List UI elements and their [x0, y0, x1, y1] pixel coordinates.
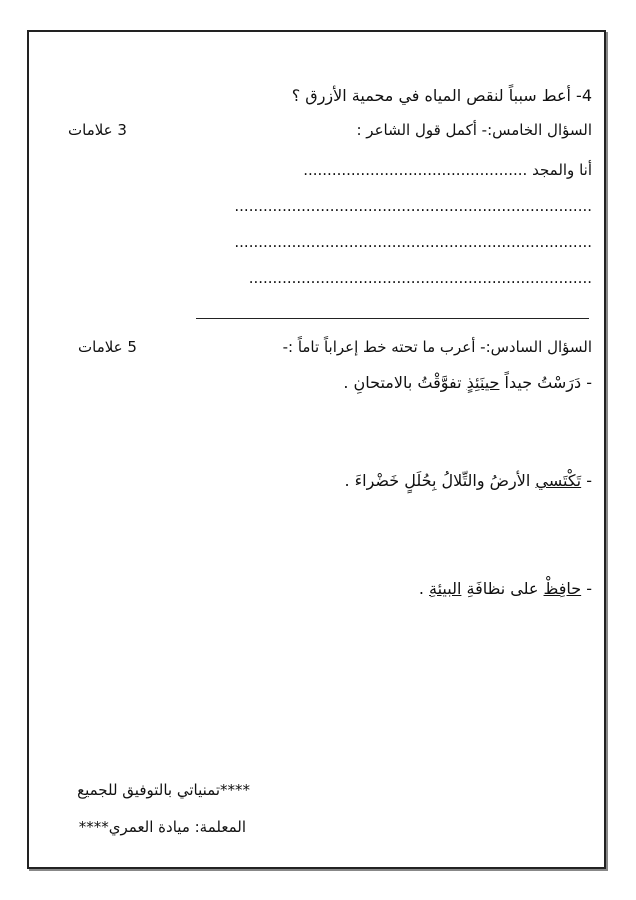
verse-start: أنا والمجد — [527, 161, 592, 179]
sentence-1-underlined: حينَئِذٍ — [466, 373, 500, 392]
sentence-1-start: - دَرَسْتُ جيداً — [499, 373, 592, 392]
sentence-2 — [344, 471, 592, 491]
question-6-marks: 5 علامات — [78, 338, 137, 356]
answer-dots-1: ............................................... — [303, 161, 528, 179]
footer-teacher: المعلمة: ميادة العمري**** — [78, 818, 246, 836]
page-border — [27, 30, 606, 869]
sentence-3-mid: على نظافَةِ — [461, 579, 544, 598]
sentence-2-underlined: تَكْتَسي — [535, 471, 582, 490]
sentence-3 — [419, 579, 592, 599]
question-6-title: السؤال السادس:- أعرب ما تحته خط إعراباً تاماً :- — [282, 338, 592, 356]
sentence-1-end: تفوَّقْتُ بالامتحانِ . — [343, 373, 467, 392]
sentence-3-underlined-1: حافِظْ — [543, 579, 582, 598]
answer-dots-2: ........................................................................... — [234, 197, 592, 215]
answer-dots-3: ........................................................................... — [234, 233, 592, 251]
sentence-3-end: . — [418, 579, 430, 598]
question-5-title: السؤال الخامس:- أكمل قول الشاعر : — [356, 121, 592, 139]
sentence-1 — [343, 373, 592, 393]
section-divider — [196, 318, 589, 319]
sentence-2-dash: - — [581, 471, 592, 490]
question-5-marks: 3 علامات — [68, 121, 127, 139]
question-4-item: 4- أعط سبباً لنقص المياه في محمية الأزرق ؟ — [291, 86, 592, 105]
sentence-3-underlined-2: البيئةِ — [429, 579, 462, 598]
sentence-2-end: الأرضُ والتِّلالُ بِحُلَلٍ خَضْراءَ . — [344, 471, 536, 490]
sentence-3-dash: - — [581, 579, 592, 598]
verse-line-1 — [303, 160, 592, 180]
answer-dots-4: ........................................................................ — [248, 269, 592, 287]
footer-wish: ****تمنياتي بالتوفيق للجميع — [77, 781, 250, 799]
